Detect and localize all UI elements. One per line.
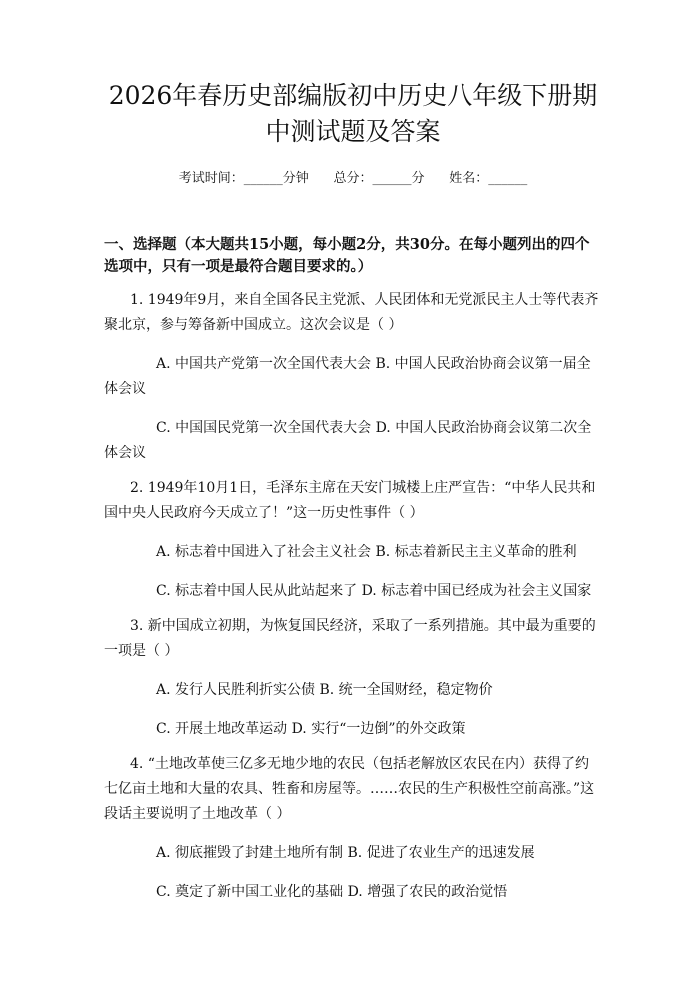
question-4-options-ab: A. 彻底摧毁了封建土地所有制 B. 促进了农业生产的迅速发展 (156, 845, 535, 861)
title-line-1: 2026年春历史部编版初中历史八年级下册期 (108, 81, 598, 110)
exam-page (0, 78, 700, 983)
question-1-stem: 1. 1949年9月，来自全国各民主党派、人民团体和无党派民主人士等代表齐聚北京，参与筹备新中国成立。这次会议是（ ） (104, 292, 599, 333)
question-2-stem: 2. 1949年10月1日，毛泽东主席在天安门城楼上庄严宣告：“中华人民共和国中央人民政府今天成立了！”这一历史性事件（ ） (104, 480, 596, 521)
title-line-2: 中测试题及答案 (265, 117, 441, 146)
question-4-stem: 4. “土地改革使三亿多无地少地的农民（包括老解放区农民在内）获得了约七亿亩土地和大量的农具、牲畜和房屋等。……农民的生产积极性空前高涨。”这段话主要说明了土地改革（ ） (104, 756, 595, 822)
question-4-options-cd: C. 奠定了新中国工业化的基础 D. 增强了农民的政治觉悟 (156, 884, 508, 900)
document-title (104, 78, 602, 150)
question-2-options-cd: C. 标志着中国人民从此站起来了 D. 标志着中国已经成为社会主义国家 (156, 583, 592, 599)
question-3-options-ab: A. 发行人民胜利折实公债 B. 统一全国财经，稳定物价 (156, 682, 493, 698)
question-3-stem: 3. 新中国成立初期，为恢复国民经济，采取了一系列措施。其中最为重要的一项是（ ） (104, 618, 596, 659)
question-3-options-cd: C. 开展土地改革运动 D. 实行“一边倒”的外交政策 (156, 721, 466, 737)
section-heading: 一、选择题（本大题共15小题，每小题2分，共30分。在每小题列出的四个选项中，只有一项是最符合题目要求的。） (104, 236, 590, 275)
question-1-options-cd: C. 中国国民党第一次全国代表大会 D. 中国人民政治协商会议第二次全体会议 (104, 420, 592, 461)
question-1-options-ab: A. 中国共产党第一次全国代表大会 B. 中国人民政治协商会议第一届全体会议 (104, 356, 591, 397)
exam-meta-line: 考试时间：______分钟 总分：______分 姓名：______ (178, 171, 528, 186)
question-2-options-ab: A. 标志着中国进入了社会主义社会 B. 标志着新民主主义革命的胜利 (156, 544, 577, 560)
